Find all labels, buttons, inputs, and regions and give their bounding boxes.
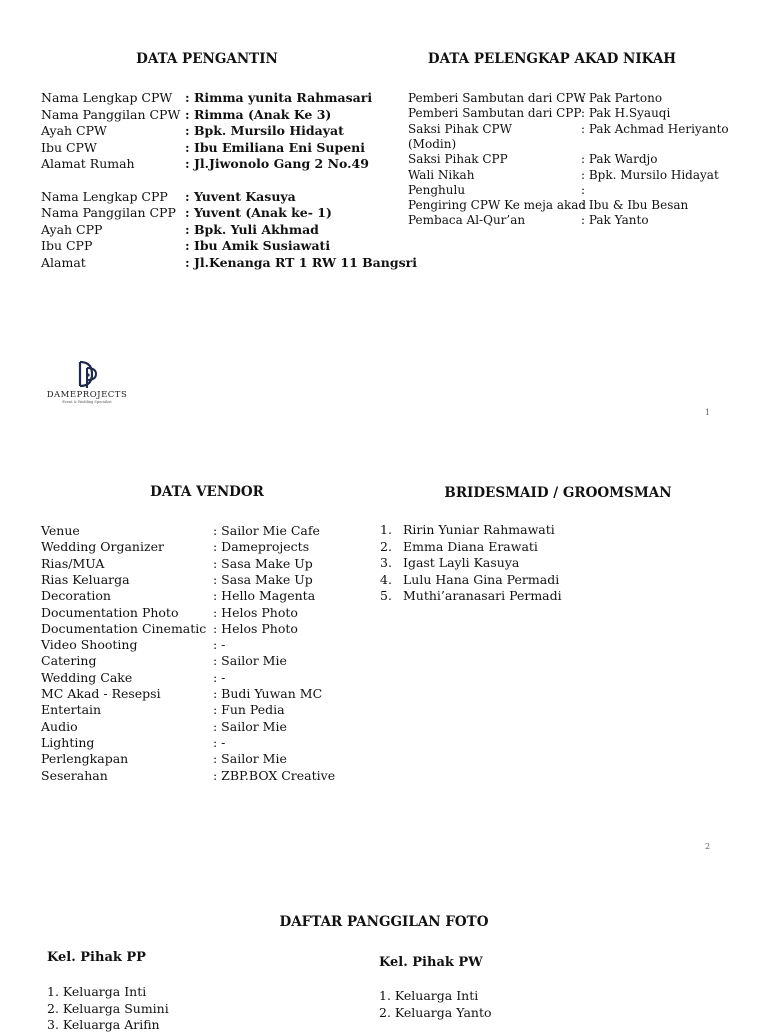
field-label: (Modin) [408, 136, 457, 151]
field-label: Decoration [41, 588, 111, 604]
field-label: Nama Panggilan CPW [41, 106, 181, 122]
field-value: : Fun Pedia [213, 702, 285, 718]
field-label: Wedding Organizer [41, 539, 164, 555]
field-label: Wali Nikah [408, 167, 475, 182]
logo-wordmark: DAMEPROJECTS [46, 390, 128, 400]
field-value: : Pak Yanto [581, 213, 649, 228]
data-akad-table [408, 90, 738, 235]
field-label: Ibu CPP [41, 238, 93, 253]
kel-pihak-pw-heading: Kel. Pihak PW [379, 955, 483, 970]
field-value: : Jl.Jiwonolo Gang 2 No.49 [185, 156, 369, 171]
field-label: Ayah CPW [41, 123, 107, 138]
field-value: : Ibu & Ibu Besan [581, 198, 689, 213]
field-value: : Jl.Kenanga RT 1 RW 11 Bangsri [185, 254, 417, 270]
field-label: Entertain [41, 702, 102, 718]
field-value: : Bpk. Mursilo Hidayat [185, 123, 344, 138]
field-label: Lighting [41, 734, 95, 750]
field-label: Rias Keluarga [41, 571, 130, 587]
field-label: Nama Panggilan CPP [41, 205, 176, 220]
daftar-panggilan-foto-title: DAFTAR PANGGILAN FOTO [279, 914, 489, 930]
kel-pihak-pw-list [379, 988, 492, 1021]
field-label: Video Shooting [41, 637, 138, 653]
field-value: : Sailor Mie [213, 718, 287, 734]
field-label: Pengiring CPW Ke meja akad [408, 198, 587, 213]
list-item [380, 588, 562, 605]
list-item [380, 522, 562, 539]
field-value: : Yuvent Kasuya [185, 188, 296, 204]
list-item: 1. Keluarga Inti [379, 988, 479, 1003]
field-label: Seserahan [41, 767, 108, 783]
field-value: : Sailor Mie [213, 653, 287, 669]
field-value: : Rimma (Anak Ke 3) [185, 106, 332, 122]
kel-pihak-pp-heading: Kel. Pihak PP [47, 950, 146, 965]
field-label: Venue [41, 523, 80, 538]
item-number: 3. [380, 555, 392, 570]
field-label: Alamat Rumah [41, 156, 135, 171]
field-value: : Rimma yunita Rahmasari [185, 90, 373, 105]
field-label: Wedding Cake [41, 669, 133, 685]
item-name: Muthi’aranasari Permadi [403, 588, 562, 603]
field-value: : Ibu Emiliana Eni Supeni [185, 139, 365, 155]
data-pelengkap-akad-title: DATA PELENGKAP AKAD NIKAH [427, 51, 677, 67]
dp-monogram-icon [44, 360, 130, 390]
kel-pihak-pp-list [47, 984, 169, 1034]
data-pengantin-table [41, 90, 417, 280]
data-vendor-table [41, 523, 361, 788]
field-value: : - [213, 637, 226, 653]
list-item: 2. Keluarga Yanto [379, 1004, 492, 1020]
dameprojects-logo [44, 360, 136, 408]
field-value: : Sailor Mie Cafe [213, 523, 320, 538]
field-label: MC Akad - Resepsi [41, 686, 161, 701]
field-label: Alamat [41, 254, 86, 270]
bridesmaid-list [380, 522, 562, 605]
field-value: : Pak Achmad Heriyanto [581, 121, 729, 136]
list-item: 1. Keluarga Inti [47, 984, 147, 999]
field-value: : Ibu Amik Susiawati [185, 238, 331, 253]
field-label: Nama Lengkap CPP [41, 188, 168, 204]
field-value: : - [213, 669, 226, 685]
item-number: 4. [380, 571, 392, 587]
field-value: : Hello Magenta [213, 588, 316, 604]
list-item [380, 572, 562, 589]
field-label: Ayah CPP [41, 221, 103, 237]
page-number: 2 [705, 842, 711, 851]
list-item [380, 555, 562, 572]
field-label: Saksi Pihak CPP [408, 152, 508, 167]
field-value: : Pak Wardjo [581, 152, 658, 167]
field-value: : Sasa Make Up [213, 555, 313, 571]
field-label: Nama Lengkap CPW [41, 90, 173, 105]
field-label: Saksi Pihak CPW [408, 121, 512, 136]
bridesmaid-groomsman-title: BRIDESMAID / GROOMSMAN [444, 485, 672, 501]
field-value: : Helos Photo [213, 604, 298, 620]
field-label: Pemberi Sambutan dari CPW [408, 91, 586, 105]
data-pengantin-title: DATA PENGANTIN [136, 51, 278, 67]
logo-tagline: Event & Wedding Specialist [62, 400, 112, 404]
field-label: Perlengkapan [41, 751, 129, 767]
field-value: : Pak H.Syauqi [581, 106, 671, 121]
field-value: : ZBP.BOX Creative [213, 767, 336, 783]
item-name: Lulu Hana Gina Permadi [403, 571, 560, 587]
field-label: Catering [41, 653, 97, 669]
field-label: Pembaca Al-Qur’an [408, 213, 526, 228]
list-item [380, 539, 562, 556]
field-value: : Sasa Make Up [213, 571, 313, 587]
field-label: Penghulu [408, 182, 466, 197]
field-label: Documentation Photo [41, 604, 179, 620]
field-value: : - [213, 734, 226, 750]
item-number: 5. [380, 588, 392, 603]
field-value: : Budi Yuwan MC [213, 686, 323, 701]
item-number: 1. [380, 522, 392, 537]
item-name: Emma Diana Erawati [403, 538, 538, 554]
field-value: : Pak Partono [581, 91, 663, 105]
item-name: Igast Layli Kasuya [403, 555, 520, 570]
field-value: : Sailor Mie [213, 751, 287, 767]
field-value: : Bpk. Yuli Akhmad [185, 221, 319, 237]
list-item: 2. Keluarga Sumini [47, 1000, 169, 1016]
field-value: : Dameprojects [213, 539, 310, 555]
field-value: : [581, 182, 586, 197]
item-number: 2. [380, 538, 392, 554]
data-vendor-title: DATA VENDOR [150, 484, 264, 500]
item-name: Ririn Yuniar Rahmawati [403, 522, 555, 537]
field-value: : Yuvent (Anak ke- 1) [185, 205, 332, 220]
field-label: Audio [41, 718, 78, 734]
field-value: : Helos Photo [213, 620, 298, 636]
field-label: Documentation Cinematic [41, 620, 207, 636]
field-value: : Bpk. Mursilo Hidayat [581, 167, 719, 182]
field-label: Pemberi Sambutan dari CPP [408, 106, 582, 121]
field-label: Ibu CPW [41, 139, 97, 155]
list-item: 3. Keluarga Arifin [47, 1017, 160, 1032]
field-label: Rias/MUA [41, 555, 105, 571]
page-number: 1 [705, 408, 711, 417]
